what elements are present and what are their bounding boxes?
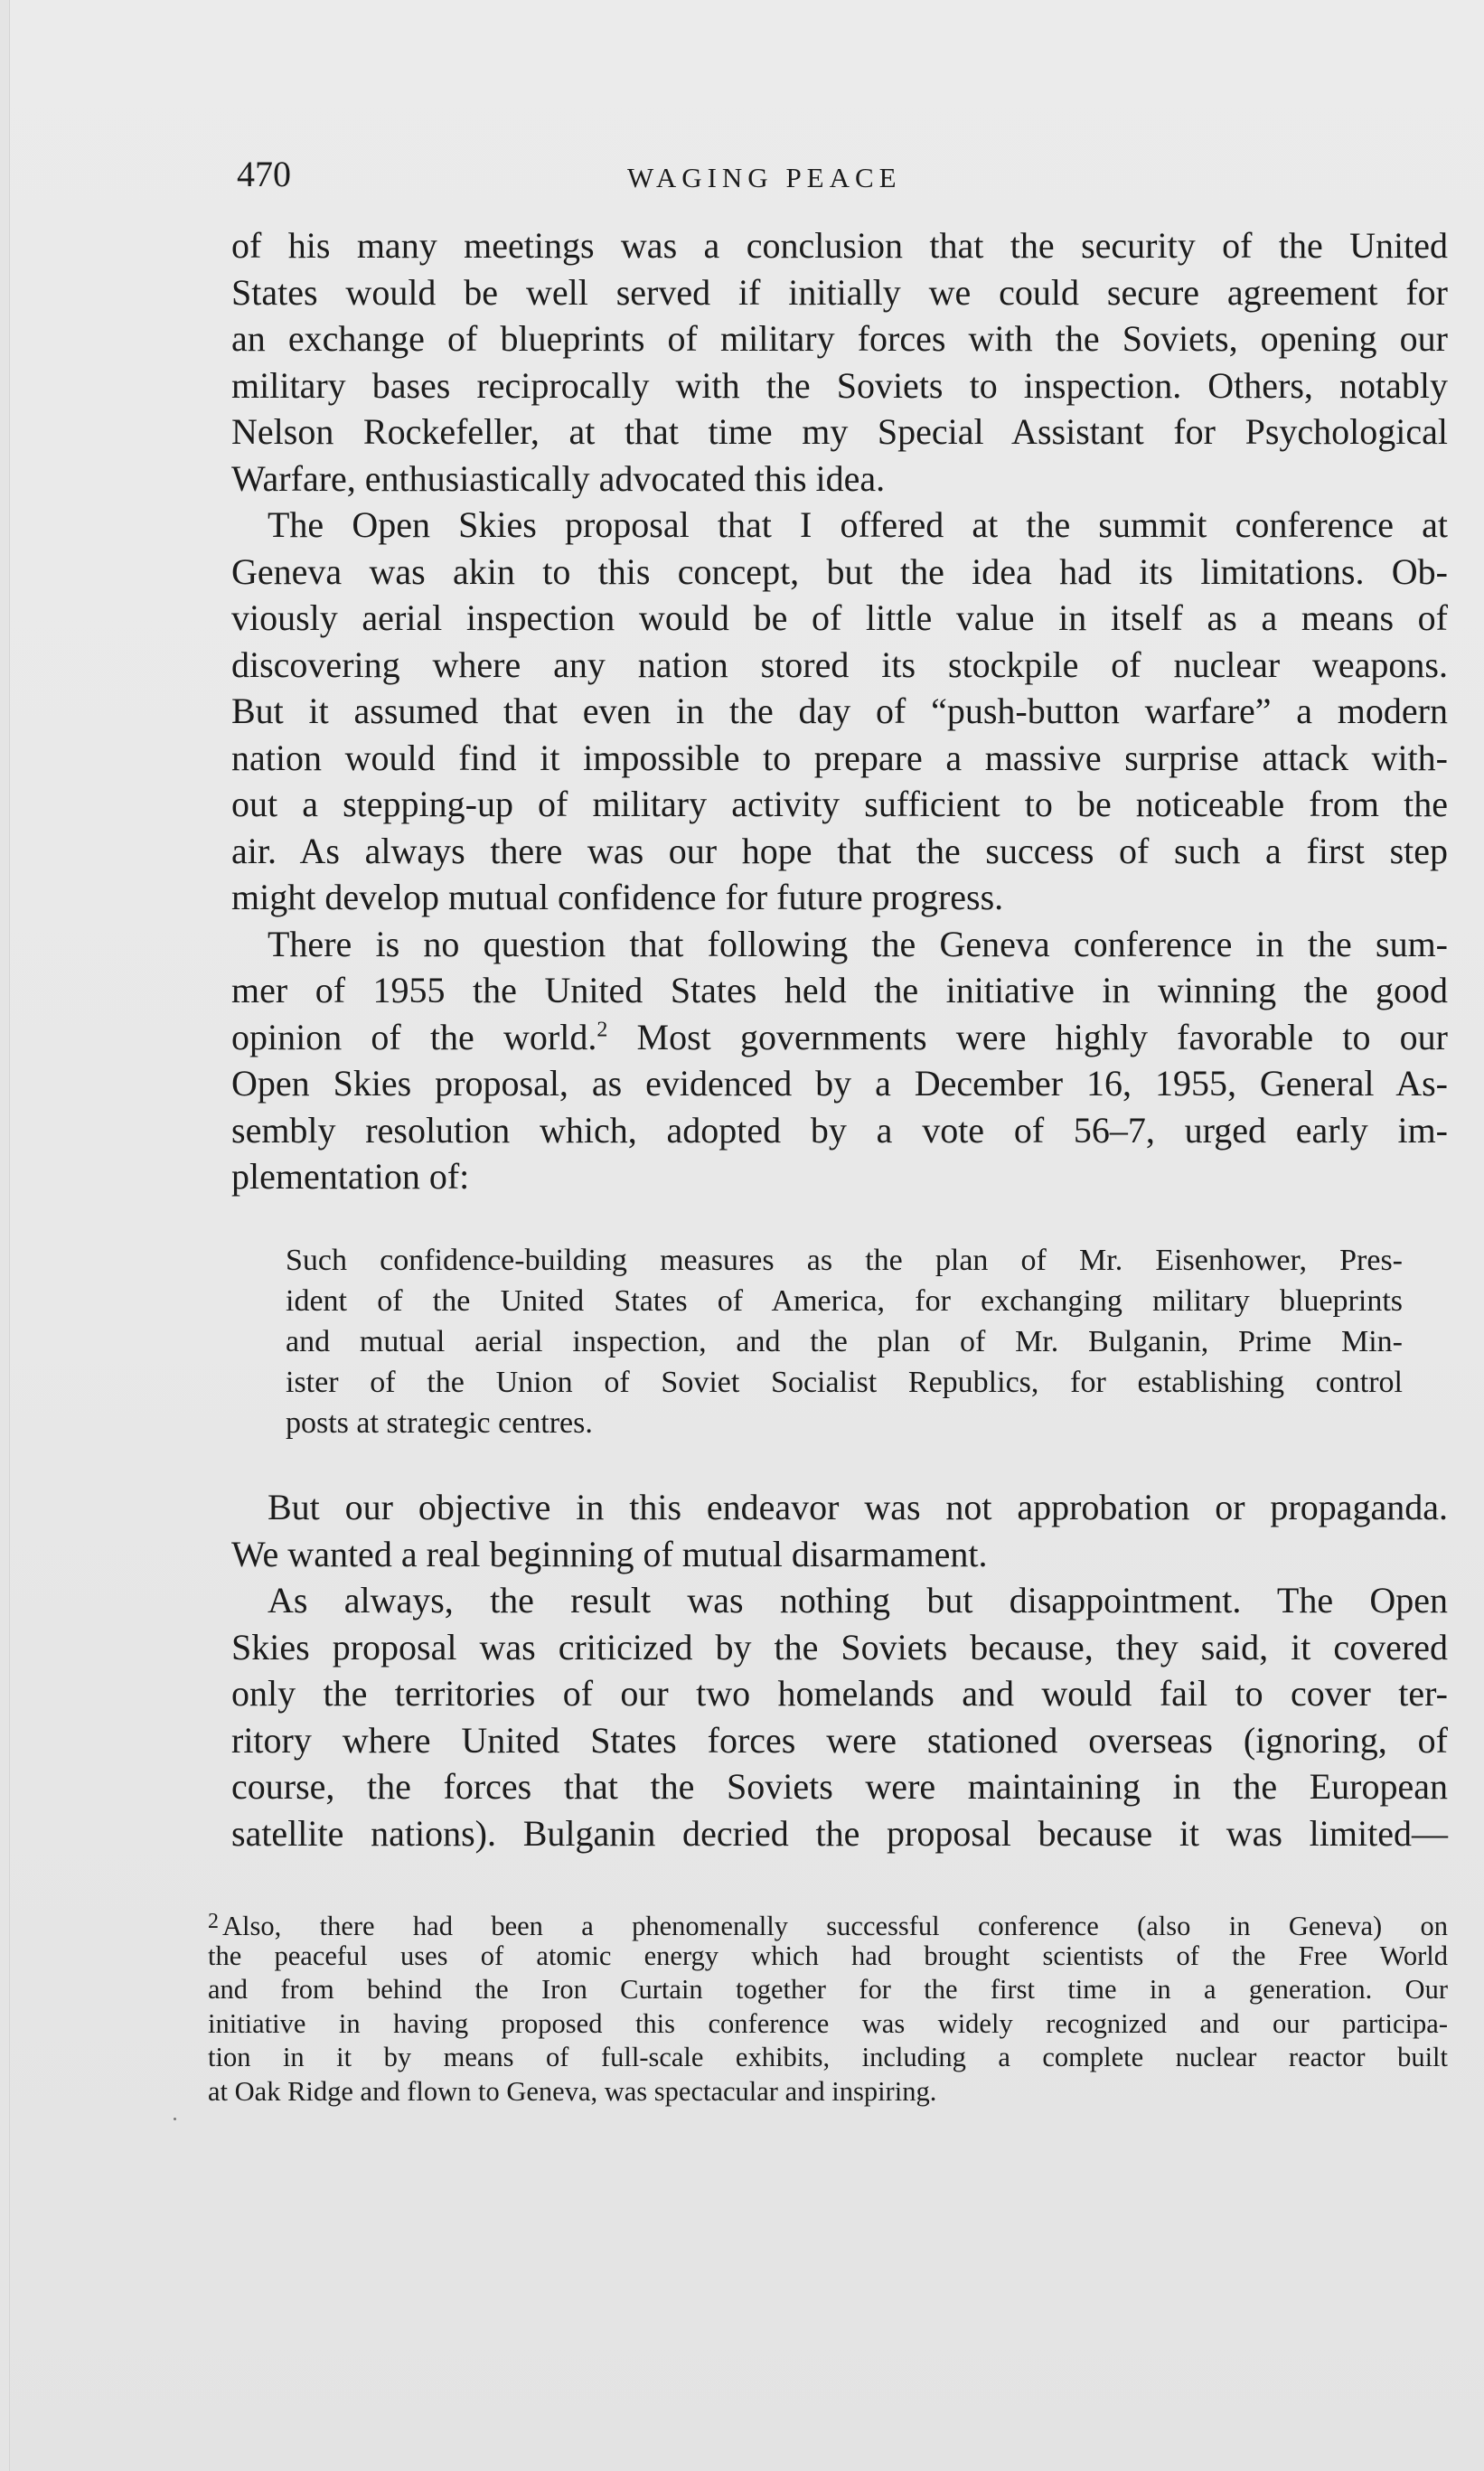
text-line: But it assumed that even in the day of “push-button warfare” a modern [231, 691, 1448, 731]
paragraph-5 [231, 1577, 1448, 1856]
text-line: Warfare, enthusiastically advocated this idea. [231, 457, 886, 499]
text-line: Skies proposal was criticized by the Soviets because, they said, it covered [231, 1626, 1448, 1668]
text-line: of his many meetings was a conclusion that the security of the United [231, 225, 1448, 266]
page-edge [0, 0, 9, 2471]
text-line: course, the forces that the Soviets were maintaining in the European [231, 1766, 1448, 1807]
footnote-line: and from behind the Iron Curtain together for the first time in a generation. Our [208, 1974, 1448, 2005]
quote-line: ident of the United States of America, for exchanging military blueprints [286, 1284, 1403, 1318]
quote-line: posts at strategic centres. [286, 1406, 593, 1440]
quote-line: Such confidence-building measures as the plan of Mr. Eisenhower, Pres- [286, 1244, 1403, 1277]
text-line: ritory where United States forces were stationed overseas (ignoring, of [231, 1719, 1448, 1761]
text-line: might develop mutual confidence for future progress. [231, 877, 1004, 917]
paragraph-1 [231, 222, 1448, 502]
quote-line: and mutual aerial inspection, and the plan of Mr. Bulganin, Prime Min- [286, 1325, 1403, 1358]
main-text-continued [231, 1484, 1448, 1856]
text-line: Open Skies proposal, as evidenced by a December 16, 1955, General As- [231, 1063, 1448, 1104]
text-line: out a stepping-up of military activity sufficient to be noticeable from the [231, 784, 1448, 824]
text-line: The Open Skies proposal that I offered at the summit conference at [268, 504, 1448, 545]
paper-speck [174, 2118, 176, 2120]
text-line: plementation of: [231, 1156, 470, 1197]
paragraph-3 [231, 921, 1448, 1200]
text-line: States would be well served if initially we could secure agreement for [231, 271, 1448, 313]
footnote-line [208, 1905, 1448, 1940]
text-line: mer of 1955 the United States held the initiative in winning the good [231, 970, 1448, 1010]
block-quote [286, 1240, 1403, 1443]
text-line: satellite nations). Bulganin decried the proposal because it was limited— [231, 1812, 1448, 1854]
text-line: only the territories of our two homelands and would fail to cover ter- [231, 1673, 1448, 1714]
text-line: As always, the result was nothing but disappointment. The Open [268, 1580, 1448, 1621]
footnote-line: tion in it by means of full-scale exhibits, including a complete nuclear reactor built [208, 2042, 1448, 2072]
footnote-line: at Oak Ridge and flown to Geneva, was spectacular and inspiring. [208, 2075, 937, 2107]
text-line: viously aerial inspection would be of little value in itself as a means of [231, 597, 1448, 638]
text-line: air. As always there was our hope that the success of such a first step [231, 830, 1448, 871]
footnote-line: the peaceful uses of atomic energy which had brought scientists of the Free World [208, 1940, 1448, 1971]
line-text: opinion of the world. [231, 1016, 597, 1057]
page-number: 470 [237, 154, 291, 194]
quote-line: ister of the Union of Soviet Socialist Republics, for establishing control [286, 1366, 1403, 1399]
main-text [231, 222, 1448, 1200]
text-line: We wanted a real beginning of mutual disarmament. [231, 1533, 988, 1574]
footnote-marker: 2 [208, 1910, 219, 1933]
text-line: an exchange of blueprints of military forces with the Soviets, opening our [231, 318, 1448, 359]
book-title: WAGING PEACE [627, 162, 902, 193]
text-line: Geneva was akin to this concept, but the idea had its limitations. Ob- [231, 550, 1448, 592]
text-line: military bases reciprocally with the Soviets to inspection. Others, notably [231, 364, 1448, 406]
footnote [208, 1905, 1448, 2109]
line-text-continued: Most governments were highly favorable to our [607, 1016, 1449, 1057]
text-line: There is no question that following the Geneva conference in the sum- [268, 923, 1448, 964]
paragraph-2 [231, 502, 1448, 921]
footnote-line: initiative in having proposed this conference was widely recognized and our participa- [208, 2007, 1448, 2039]
paragraph-4 [231, 1484, 1448, 1577]
running-head [237, 152, 1448, 197]
footnote-reference[interactable]: 2 [596, 1018, 608, 1042]
text-line: sembly resolution which, adopted by a vote of 56–7, urged early im- [231, 1109, 1448, 1151]
text-line: Nelson Rockefeller, at that time my Special Assistant for Psychological [231, 411, 1448, 452]
text-line-with-footnote-ref [231, 1014, 1448, 1061]
text-line: But our objective in this endeavor was not approbation or propaganda. [268, 1487, 1448, 1527]
text-line: nation would find it impossible to prepare a massive surprise attack with- [231, 737, 1448, 778]
footnote-text: Also, there had been a phenomenally successful conference (also in Geneva) on [222, 1911, 1448, 1941]
text-line: discovering where any nation stored its stockpile of nuclear weapons. [231, 644, 1448, 685]
